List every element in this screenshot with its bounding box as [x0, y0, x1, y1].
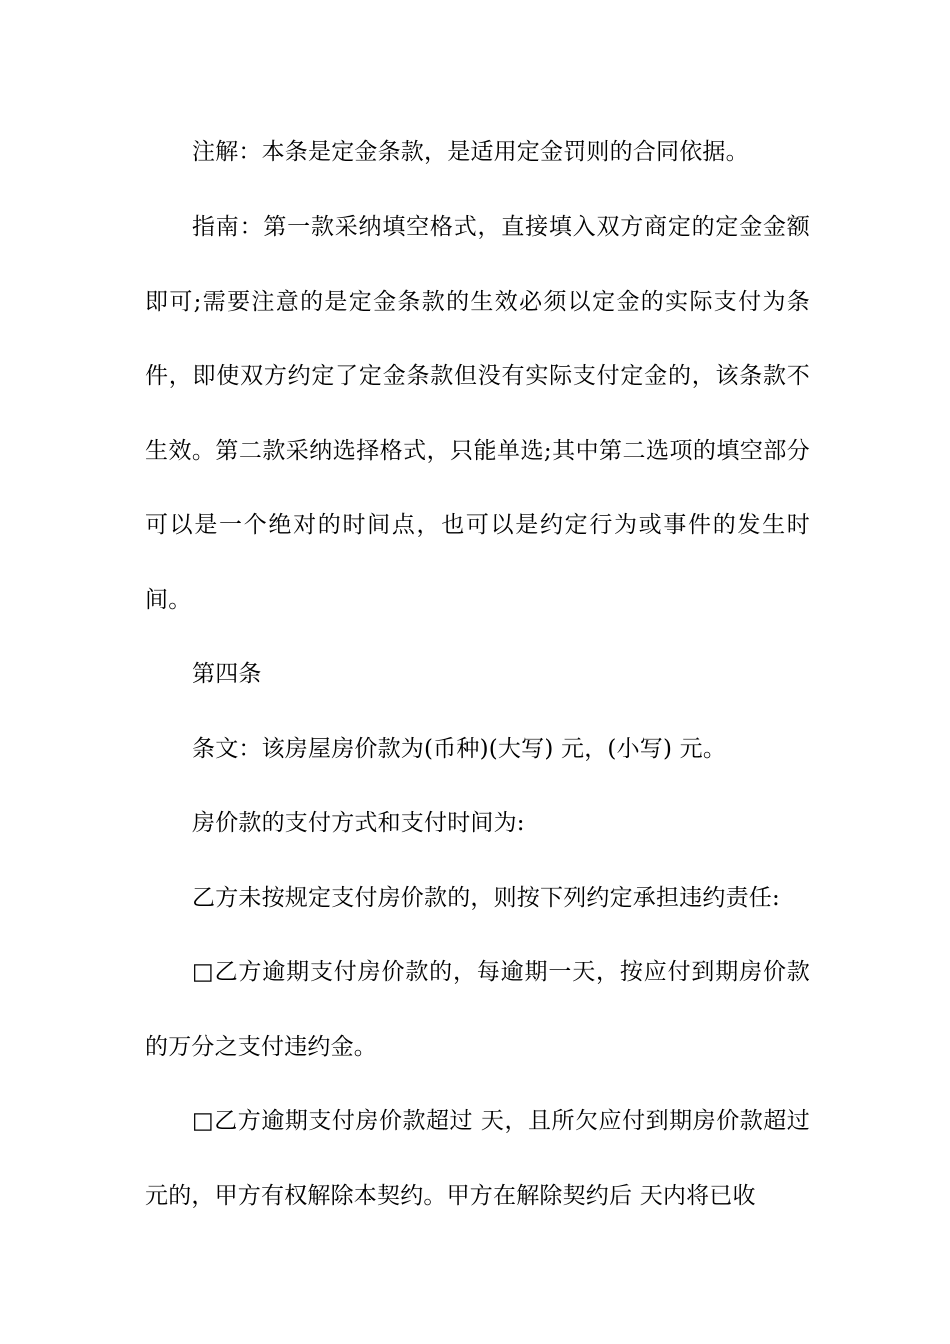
annotation-paragraph: 注解：本条是定金条款，是适用定金罚则的合同依据。: [192, 139, 749, 165]
guide-paragraph: 指南：第一款采纳填空格式，直接填入双方商定的定金金额即可;需要注意的是定金条款的生效必须以定金的实际支付为条件，即使双方约定了定金条款但没有实际支付定金的，该条款不生效。第二款采纳选择格式，只能单选;其中第二选项的填空部分可以是一个绝对的时间点，也可以是约定行为或事件的发生时间。: [145, 214, 810, 613]
article-text-paragraph: 条文：该房屋房价款为(币种)(大写) 元，(小写) 元。: [192, 736, 727, 762]
option-one-paragraph: □乙方逾期支付房价款的，每逾期一天，按应付到期房价款的万分之支付违约金。: [145, 959, 810, 1060]
option-two-paragraph: □乙方逾期支付房价款超过 天，且所欠应付到期房价款超过元的，甲方有权解除本契约。甲方在解除契约后 天内将已收: [145, 1108, 810, 1209]
breach-liability-paragraph: 乙方未按规定支付房价款的，则按下列约定承担违约责任:: [192, 885, 780, 911]
payment-method-paragraph: 房价款的支付方式和支付时间为:: [192, 810, 525, 836]
article-heading: 第四条: [192, 661, 262, 687]
